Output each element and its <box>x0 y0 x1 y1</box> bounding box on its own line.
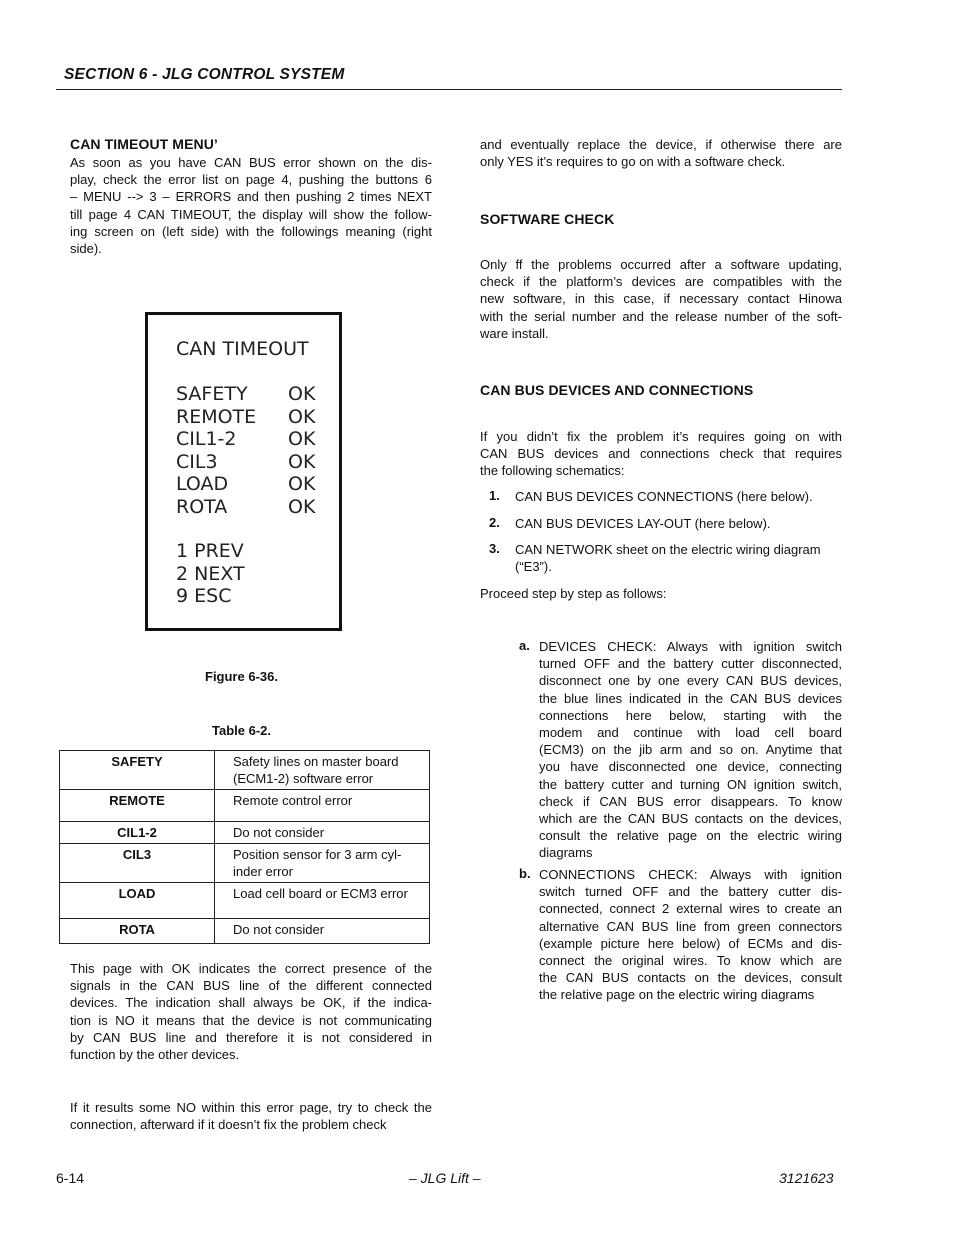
text-line: the blue lines indicated in the CAN BUS devices <box>539 690 842 706</box>
text-line: ware install. <box>480 325 549 341</box>
text-line: which are the CAN BUS contacts on the devices, <box>539 811 842 827</box>
header-rule <box>56 89 842 90</box>
display-row-label: ROTA <box>176 495 228 518</box>
text-line: and eventually replace the device, if otherwise there are <box>480 137 842 152</box>
software-check-paragraph <box>480 256 842 342</box>
document-number: 3121623 <box>779 1170 834 1186</box>
footer-center: – JLG Lift – <box>409 1170 481 1186</box>
text-line: CAN NETWORK sheet on the electric wiring diagram <box>515 542 821 557</box>
table-key: CIL1-2 <box>60 822 215 844</box>
table-key: CIL3 <box>60 844 215 883</box>
text-line: CAN BUS devices and connections check that requires <box>480 446 842 462</box>
replace-device-paragraph <box>480 136 842 170</box>
text-line: As soon as you have CAN BUS error shown on the dis- <box>70 155 432 170</box>
table-value: Load cell board or ECM3 error <box>215 883 430 919</box>
text-line: switch turned OFF and the battery cutter dis- <box>539 884 842 900</box>
text-line: signals in the CAN BUS line of the different connected <box>70 978 432 994</box>
text-line: only YES it’s requires to go on with a software check. <box>480 154 786 170</box>
table-row <box>60 751 430 790</box>
text-line: (ECM3) on the jib arm and so on. Anytime that <box>539 742 842 758</box>
text-line: tion is NO it means that the device is not communicating <box>70 1012 432 1028</box>
text-line: (“E3”). <box>515 559 552 575</box>
text-line: – MENU --> 3 – ERRORS and then pushing 2 times NEXT <box>70 189 432 205</box>
list-item <box>539 866 842 1004</box>
list-letter: a. <box>519 638 530 653</box>
text-line: devices. The indication shall always be OK, if the indica- <box>70 995 432 1011</box>
list-number: 1. <box>489 488 500 503</box>
text-line: the CAN BUS contacts on the devices, consult <box>539 970 842 986</box>
table-value: Remote control error <box>215 790 430 822</box>
text-line: you have disconnected one device, connecting <box>539 759 842 775</box>
text-line: connections here below, starting with the <box>539 707 842 723</box>
text-line: the relative page on the electric wiring diagrams <box>539 987 815 1003</box>
text-line: If it results some NO within this error page, try to check the <box>70 1100 432 1115</box>
text-line: If you didn’t fix the problem it’s requires going on with <box>480 429 842 444</box>
display-row-label: SAFETY <box>176 383 248 405</box>
text-line: connection, afterward if it doesn’t fix the problem check <box>70 1117 387 1133</box>
display-row-label: REMOTE <box>176 405 257 428</box>
display-row-status: OK <box>288 495 316 518</box>
display-row-label: CIL3 <box>176 450 218 473</box>
table-value: Do not consider <box>215 822 430 844</box>
text-line: (example picture here below) of ECMs and dis- <box>539 935 842 951</box>
list-item <box>515 541 842 575</box>
text-line: CONNECTIONS CHECK: Always with ignition <box>539 867 842 882</box>
table-caption: Table 6-2. <box>212 723 272 738</box>
page-number: 6-14 <box>56 1170 85 1186</box>
table-key: ROTA <box>60 919 215 944</box>
software-check-heading: SOFTWARE CHECK <box>480 211 615 227</box>
display-row-status: OK <box>288 383 316 405</box>
text-line: This page with OK indicates the correct presence of the <box>70 961 432 976</box>
text-line: side). <box>70 241 102 257</box>
text-line: CAN BUS DEVICES CONNECTIONS (here below). <box>515 489 813 504</box>
display-menu-item: 9 ESC <box>176 585 232 607</box>
text-line: ing screen on (left side) with the followings meaning (right <box>70 223 432 239</box>
table-row <box>60 790 430 822</box>
list-item <box>515 488 842 505</box>
table-row <box>60 822 430 844</box>
text-line: alternative CAN BUS line from green connectors <box>539 918 842 934</box>
can-timeout-display <box>145 312 342 631</box>
display-row-label: LOAD <box>176 473 229 495</box>
can-bus-devices-paragraph <box>480 428 842 480</box>
figure-caption: Figure 6-36. <box>205 669 278 684</box>
display-row-status: OK <box>288 450 316 473</box>
ok-indication-paragraph <box>70 960 432 1063</box>
can-timeout-intro <box>70 154 432 257</box>
can-bus-devices-heading: CAN BUS DEVICES AND CONNECTIONS <box>480 382 754 398</box>
text-line: by CAN BUS line and therefore it is not considered in <box>70 1029 432 1045</box>
display-row-status: OK <box>288 473 316 495</box>
display-row-label: CIL1-2 <box>176 428 237 450</box>
display-menu-item: 2 NEXT <box>176 562 245 585</box>
list-item <box>539 638 842 862</box>
can-timeout-heading: CAN TIMEOUT MENU’ <box>70 136 218 152</box>
no-result-paragraph <box>70 1099 432 1133</box>
text-line: consult the relative page on the electric wiring <box>539 828 842 844</box>
text-line: CAN BUS DEVICES LAY-OUT (here below). <box>515 516 771 531</box>
text-line: with the serial number and the release number of the soft- <box>480 308 842 324</box>
display-menu-item: 1 PREV <box>176 540 244 562</box>
table-key: REMOTE <box>60 790 215 822</box>
text-line: disconnect one by one every CAN BUS devices, <box>539 673 842 689</box>
table-key: LOAD <box>60 883 215 919</box>
list-letter: b. <box>519 866 531 881</box>
list-item <box>515 515 842 532</box>
display-row-status: OK <box>288 428 316 450</box>
text-line: function by the other devices. <box>70 1047 240 1063</box>
text-line: Only ff the problems occurred after a software updating, <box>480 257 842 272</box>
table-value: Safety lines on master board (ECM1-2) software error <box>215 751 430 790</box>
section-header: SECTION 6 - JLG CONTROL SYSTEM <box>64 66 345 83</box>
text-line: new software, in this case, if necessary contact Hinowa <box>480 291 842 307</box>
list-number: 2. <box>489 515 500 530</box>
can-timeout-table <box>59 750 430 944</box>
display-row-status: OK <box>288 405 316 428</box>
text-line: modem and continue with load cell board <box>539 725 842 741</box>
text-line: diagrams <box>539 845 593 861</box>
text-line: DEVICES CHECK: Always with ignition switch <box>539 639 842 654</box>
text-line: the following schematics: <box>480 463 625 479</box>
table-key: SAFETY <box>60 751 215 790</box>
text-line: connect the original wires. To know which are <box>539 953 842 969</box>
text-line: check if CAN BUS error disappears. To know <box>539 793 842 809</box>
table-value: Position sensor for 3 arm cyl-inder error <box>215 844 430 883</box>
table-value: Do not consider <box>215 919 430 944</box>
table-row <box>60 883 430 919</box>
table-row <box>60 844 430 883</box>
text-line: the battery cutter and turning ON ignition switch, <box>539 776 842 792</box>
text-line: till page 4 CAN TIMEOUT, the display will show the follow- <box>70 206 432 222</box>
text-line: check if the platform’s devices are compatibles with the <box>480 274 842 290</box>
display-title: CAN TIMEOUT <box>176 338 309 360</box>
text-line: turned OFF and the battery cutter disconnected, <box>539 656 842 672</box>
table-row <box>60 919 430 944</box>
text-line: connected, connect 2 external wires to create an <box>539 901 842 917</box>
proceed-text: Proceed step by step as follows: <box>480 586 667 601</box>
text-line: play, check the error list on page 4, pushing the buttons 6 <box>70 172 432 188</box>
list-number: 3. <box>489 541 500 556</box>
